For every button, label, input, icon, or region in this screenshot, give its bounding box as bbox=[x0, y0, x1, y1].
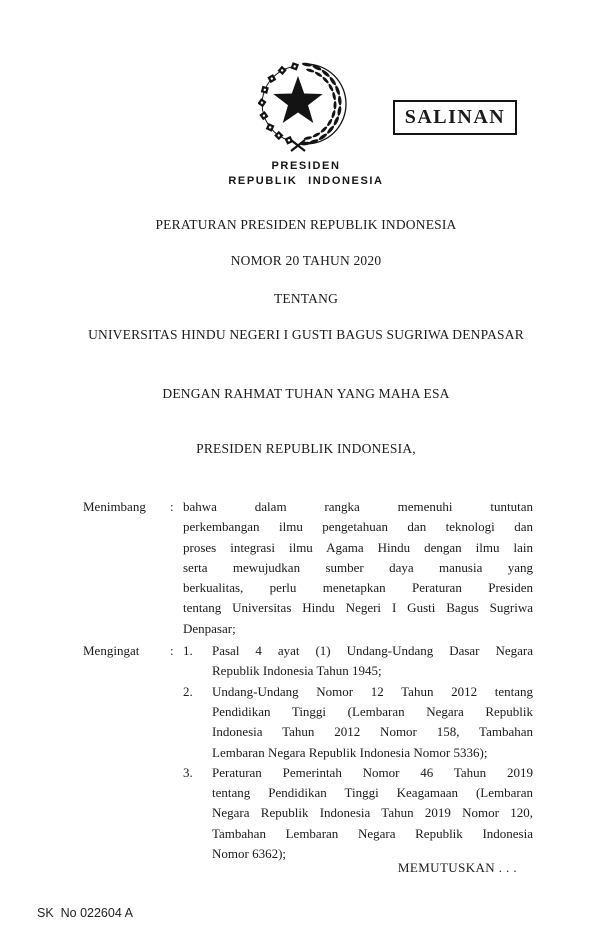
legal-item-1 bbox=[183, 641, 533, 682]
legal-item-3-text: Peraturan Pemerintah Nomor 46 Tahun 2019 tentang Pendidikan Tinggi Keagamaan (Lembaran Negara Republik Indonesia Tahun 2019 Nomor 120, Tambahan Lembaran Negara Republik Indonesia Nomor 6362); bbox=[212, 764, 533, 862]
legal-item-3-number: 3. bbox=[183, 764, 193, 780]
menimbang-section bbox=[83, 497, 543, 639]
mengingat-label: Mengingat bbox=[83, 643, 140, 659]
presidential-emblem-icon bbox=[258, 60, 352, 152]
invocation-line: DENGAN RAHMAT TUHAN YANG MAHA ESA bbox=[162, 386, 450, 401]
title-subject: UNIVERSITAS HINDU NEGERI I GUSTI BAGUS SUGRIWA DENPASAR bbox=[88, 327, 524, 342]
star-shape bbox=[273, 76, 322, 123]
legal-item-2-number: 2. bbox=[183, 683, 193, 699]
menimbang-paragraph: bahwa dalam rangka memenuhi tuntutan perkembangan ilmu pengetahuan dan teknologi dan proses integrasi ilmu Agama Hindu dengan ilmu lain serta mewujudkan sumber daya manusia yang berkualitas, perlu menetapkan Peraturan Presiden tentang Universitas Hindu Negeri I Gusti Bagus Sugriwa Denpasar; bbox=[183, 499, 533, 636]
legal-item-2 bbox=[183, 682, 533, 763]
authority-line: PRESIDEN REPUBLIK INDONESIA, bbox=[196, 441, 416, 456]
document-body bbox=[83, 497, 543, 864]
menimbang-label: Menimbang bbox=[83, 499, 146, 514]
letterhead-presiden: PRESIDEN bbox=[271, 160, 341, 172]
mengingat-section bbox=[83, 641, 543, 864]
catchword-memutuskan: MEMUTUSKAN . . . bbox=[397, 860, 517, 875]
mengingat-list bbox=[183, 641, 533, 864]
salinan-stamp bbox=[393, 100, 517, 135]
legal-item-2-text: Undang-Undang Nomor 12 Tahun 2012 tentang Pendidikan Tinggi (Lembaran Negara Republik Indonesia Tahun 2012 Nomor 158, Tambahan Lembaran Negara Republik Indonesia Nomor 5336); bbox=[212, 683, 533, 760]
sk-number: SK No 022604 A bbox=[37, 906, 133, 920]
title-tentang: TENTANG bbox=[273, 291, 339, 306]
mengingat-colon: : bbox=[170, 643, 174, 659]
menimbang-colon: : bbox=[170, 499, 174, 514]
title-number: NOMOR 20 TAHUN 2020 bbox=[230, 253, 382, 268]
letterhead-republik-indonesia: REPUBLIK INDONESIA bbox=[228, 175, 384, 187]
legal-item-1-text: Pasal 4 ayat (1) Undang-Undang Dasar Negara Republik Indonesia Tahun 1945; bbox=[212, 643, 533, 679]
legal-item-1-number: 1. bbox=[183, 643, 193, 659]
salinan-label: SALINAN bbox=[404, 106, 506, 128]
legal-item-3 bbox=[183, 763, 533, 864]
title-regulation: PERATURAN PRESIDEN REPUBLIK INDONESIA bbox=[155, 217, 457, 232]
